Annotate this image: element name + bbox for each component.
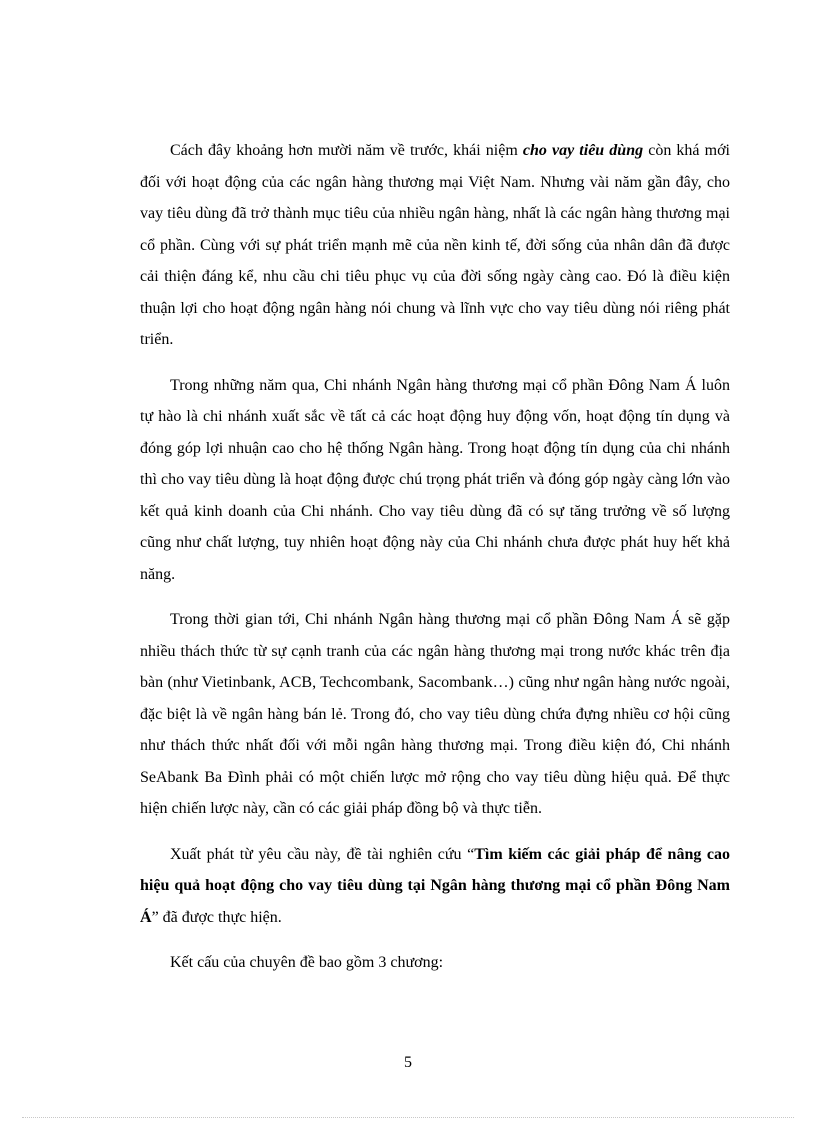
paragraph-research-text-end: ” đã được thực hiện.	[151, 908, 282, 926]
paragraph-branch-overview: Trong những năm qua, Chi nhánh Ngân hàng thương mại cổ phần Đông Nam Á luôn tự hào là chi nhánh xuất sắc về tất cả các hoạt động huy động vốn, hoạt động tín dụng và đóng góp lợi nhuận cao cho hệ thống Ngân hàng. Trong hoạt động tín dụng của chi nhánh thì cho vay tiêu dùng là hoạt động được chú trọng phát triển và đóng góp ngày càng lớn vào kết quả kinh doanh của Chi nhánh. Cho vay tiêu dùng đã có sự tăng trưởng về số lượng cũng như chất lượng, tuy nhiên hoạt động này của Chi nhánh chưa được phát huy hết khả năng.	[140, 376, 730, 583]
paragraph-challenges: Trong thời gian tới, Chi nhánh Ngân hàng thương mại cổ phần Đông Nam Á sẽ gặp nhiều thách thức từ sự cạnh tranh của các ngân hàng thương mại trong nước khác trên địa bàn (như Vietinbank, ACB, Techcombank, Sacombank…) cũng như ngân hàng nước ngoài, đặc biệt là về ngân hàng bán lẻ. Trong đó, cho vay tiêu dùng chứa đựng nhiều cơ hội cũng như thách thức nhất đối với mỗi ngân hàng thương mại. Trong điều kiện đó, Chi nhánh SeAbank Ba Đình phải có một chiến lược mở rộng cho vay tiêu dùng hiệu quả. Để thực hiện chiến lược này, cần có các giải pháp đồng bộ và thực tiễn.	[140, 611, 730, 817]
page-number: 5	[404, 1054, 412, 1071]
paragraph-intro-text-end: còn khá mới đối với hoạt động của các ngân hàng thương mại Việt Nam. Nhưng vài năm gần đây, cho vay tiêu dùng đã trở thành mục tiêu của nhiều ngân hàng, nhất là các ngân hàng thương mại cổ phần. Cùng với sự phát triển mạnh mẽ của nền kinh tế, đời sống của nhân dân đã được cải thiện đáng kể, nhu cầu chi tiêu phục vụ của đời sống ngày càng cao. Đó là điều kiện thuận lợi cho hoạt động ngân hàng nói chung và lĩnh vực cho vay tiêu dùng nói riêng phát triển.	[140, 142, 730, 348]
paragraph-structure: Kết cấu của chuyên đề bao gồm 3 chương:	[170, 954, 444, 971]
paragraph-intro-text-start: Cách đây khoảng hơn mười năm về trước, khái niệm	[170, 142, 523, 159]
paragraph-intro	[140, 135, 730, 356]
research-title: Tìm kiếm các giải pháp để nâng cao hiệu quả hoạt động cho vay tiêu dùng tại Ngân hàng thương mại cổ phần Đông Nam Á	[140, 845, 730, 926]
paragraph-research-topic	[140, 839, 730, 934]
page-bottom-divider	[22, 1117, 794, 1118]
term-consumer-lending: cho vay tiêu dùng	[522, 142, 644, 159]
paragraph-research-text-start: Xuất phát từ yêu cầu này, đề tài nghiên cứu “	[170, 845, 475, 863]
document-body	[140, 135, 730, 993]
